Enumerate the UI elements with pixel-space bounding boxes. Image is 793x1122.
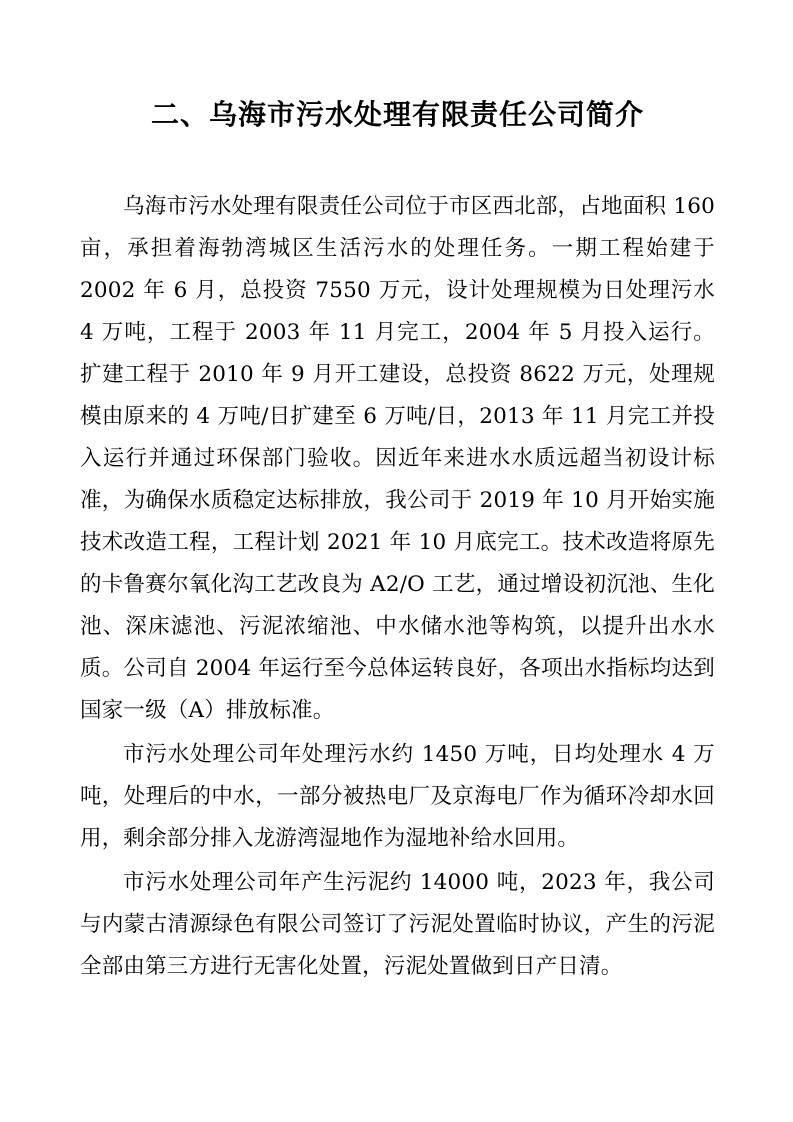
paragraph-1: 乌海市污水处理有限责任公司位于市区西北部，占地面积 160 亩，承担着海勃湾城区生活污水的处理任务。一期工程始建于 2002 年 6 月，总投资 7550 万元，设计处理规模为日处理污水 4 万吨，工程于 2003 年 11 月完工，2004 年 5 月投入运行。扩建工程于 2010 年 9 月开工建设，总投资 8622 万元，处理规模由原来的 4 万吨/日扩建至 6 万吨/日，2013 年 11 月完工并投入运行并通过环保部门验收。因近年来进水水质远超当初设计标准，为确保水质稳定达标排放，我公司于 2019 年 10 月开始实施技术改造工程，工程计划 2021 年 10 月底完工。技术改造将原先的卡鲁赛尔氧化沟工艺改良为 A2/O 工艺，通过增设初沉池、生化池、深床滤池、污泥浓缩池、中水储水池等构筑，以提升出水水质。公司自 2004 年运行至今总体运转良好，各项出水指标均达到国家一级（A）排放标准。 (80, 194, 715, 724)
paragraph-2: 市污水处理公司年处理污水约 1450 万吨，日均处理水 4 万吨，处理后的中水，一部分被热电厂及京海电厂作为循环冷却水回用，剩余部分排入龙游湾湿地作为湿地补给水回用。 (80, 742, 715, 852)
page-title: 二、乌海市污水处理有限责任公司简介 (150, 98, 644, 131)
paragraph-3: 市污水处理公司年产生污泥约 14000 吨，2023 年，我公司与内蒙古清源绿色有限公司签订了污泥处置临时协议，产生的污泥全部由第三方进行无害化处置，污泥处置做到日产日清。 (80, 870, 715, 980)
document-body (80, 186, 715, 988)
